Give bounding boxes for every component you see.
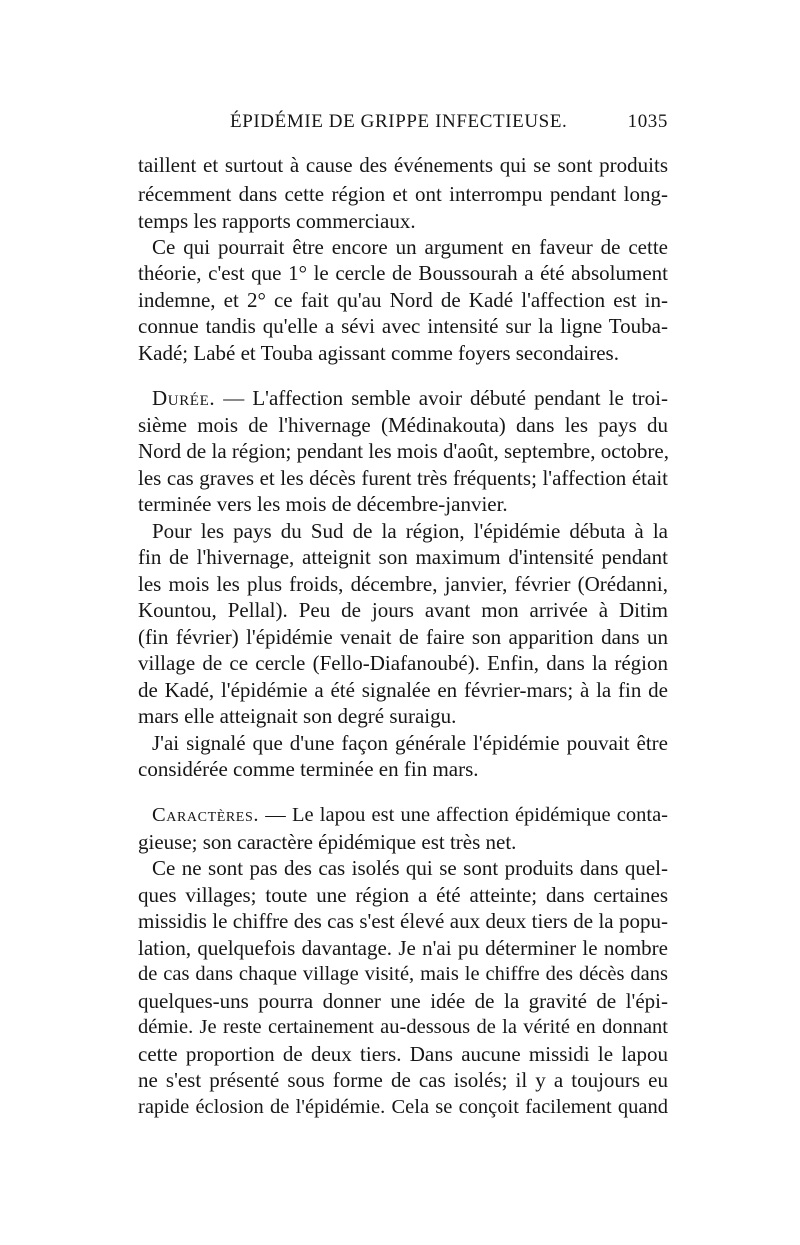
text-line: village de ce cercle (Fello-Diafanoubé). Enfin, dans la région — [138, 651, 668, 675]
text-line: de Kadé, l'épidémie a été signalée en février-mars; à la fin de — [138, 678, 668, 702]
text-line: les mois les plus froids, décembre, janvier, février (Orédanni, — [138, 572, 668, 596]
text-fragment: — L'affection semble avoir débuté pendant le troi- — [223, 386, 669, 410]
text-line: missidis le chiffre des cas s'est élevé aux deux tiers de la popu- — [138, 909, 668, 933]
text-line: Nord de la région; pendant les mois d'août, septembre, octobre, — [138, 439, 669, 463]
text-line: de cas dans chaque village visité, mais le chiffre des décès dans — [138, 963, 668, 985]
text-line: rapide éclosion de l'épidémie. Cela se conçoit facilement quand — [138, 1096, 668, 1118]
text-line: cette proportion de deux tiers. Dans aucune missidi le lapou — [138, 1042, 668, 1066]
text-line: ne s'est présenté sous forme de cas isolés; il y a toujours eu — [138, 1068, 668, 1092]
text-line: Kountou, Pellal). Peu de jours avant mon arrivée à Ditim — [138, 598, 668, 622]
text-line: lation, quelquefois davantage. Je n'ai pu déterminer le nombre — [138, 936, 668, 960]
text-line: gieuse; son caractère épidémique est très net. — [138, 830, 517, 854]
text-line: Pour les pays du Sud de la région, l'épidémie débuta à la — [152, 519, 668, 543]
text-line: récemment dans cette région et ont interrompu pendant long- — [138, 182, 668, 206]
text-line: quelques-uns pourra donner une idée de la gravité de l'épi- — [138, 989, 668, 1013]
text-line: taillent et surtout à cause des événements qui se sont produits — [138, 153, 668, 177]
text-line: mars elle atteignait son degré suraigu. — [138, 704, 457, 728]
section-heading-duree: Durée. — [152, 386, 216, 410]
text-line: considérée comme terminée en fin mars. — [138, 757, 479, 781]
section-heading-line — [152, 383, 668, 413]
text-line: indemne, et 2° ce fait qu'au Nord de Kadé l'affection est in- — [138, 288, 668, 312]
running-title: ÉPIDÉMIE DE GRIPPE INFECTIEUSE. — [230, 111, 568, 132]
text-line: fin de l'hivernage, atteignit son maximum d'intensité pendant — [138, 545, 668, 569]
section-heading-line — [152, 800, 668, 830]
text-line: sième mois de l'hivernage (Médinakouta) dans les pays du — [138, 413, 668, 437]
running-head — [138, 111, 668, 141]
text-line: Kadé; Labé et Touba agissant comme foyers secondaires. — [138, 341, 619, 365]
text-line: Ce qui pourrait être encore un argument en faveur de cette — [152, 235, 668, 259]
page-number: 1035 — [627, 111, 668, 132]
text-line: les cas graves et les décès furent très fréquents; l'affection était — [138, 466, 668, 490]
text-line: ques villages; toute une région a été atteinte; dans certaines — [138, 883, 668, 907]
section-heading-caracteres: Caractères. — [152, 804, 260, 826]
text-line: (fin février) l'épidémie venait de faire son apparition dans un — [138, 625, 668, 649]
text-line: Ce ne sont pas des cas isolés qui se sont produits dans quel- — [152, 856, 668, 880]
text-line: J'ai signalé que d'une façon générale l'épidémie pouvait être — [152, 731, 668, 755]
text-line: théorie, c'est que 1° le cercle de Boussourah a été absolument — [138, 261, 668, 285]
text-line: connue tandis qu'elle a sévi avec intensité sur la ligne Touba- — [138, 314, 668, 338]
text-line: temps les rapports commerciaux. — [138, 209, 416, 233]
text-line: démie. Je reste certainement au-dessous de la vérité en donnant — [138, 1016, 668, 1038]
text-line: terminée vers les mois de décembre-janvier. — [138, 492, 508, 516]
text-fragment: — Le lapou est une affection épidémique conta- — [265, 804, 668, 826]
